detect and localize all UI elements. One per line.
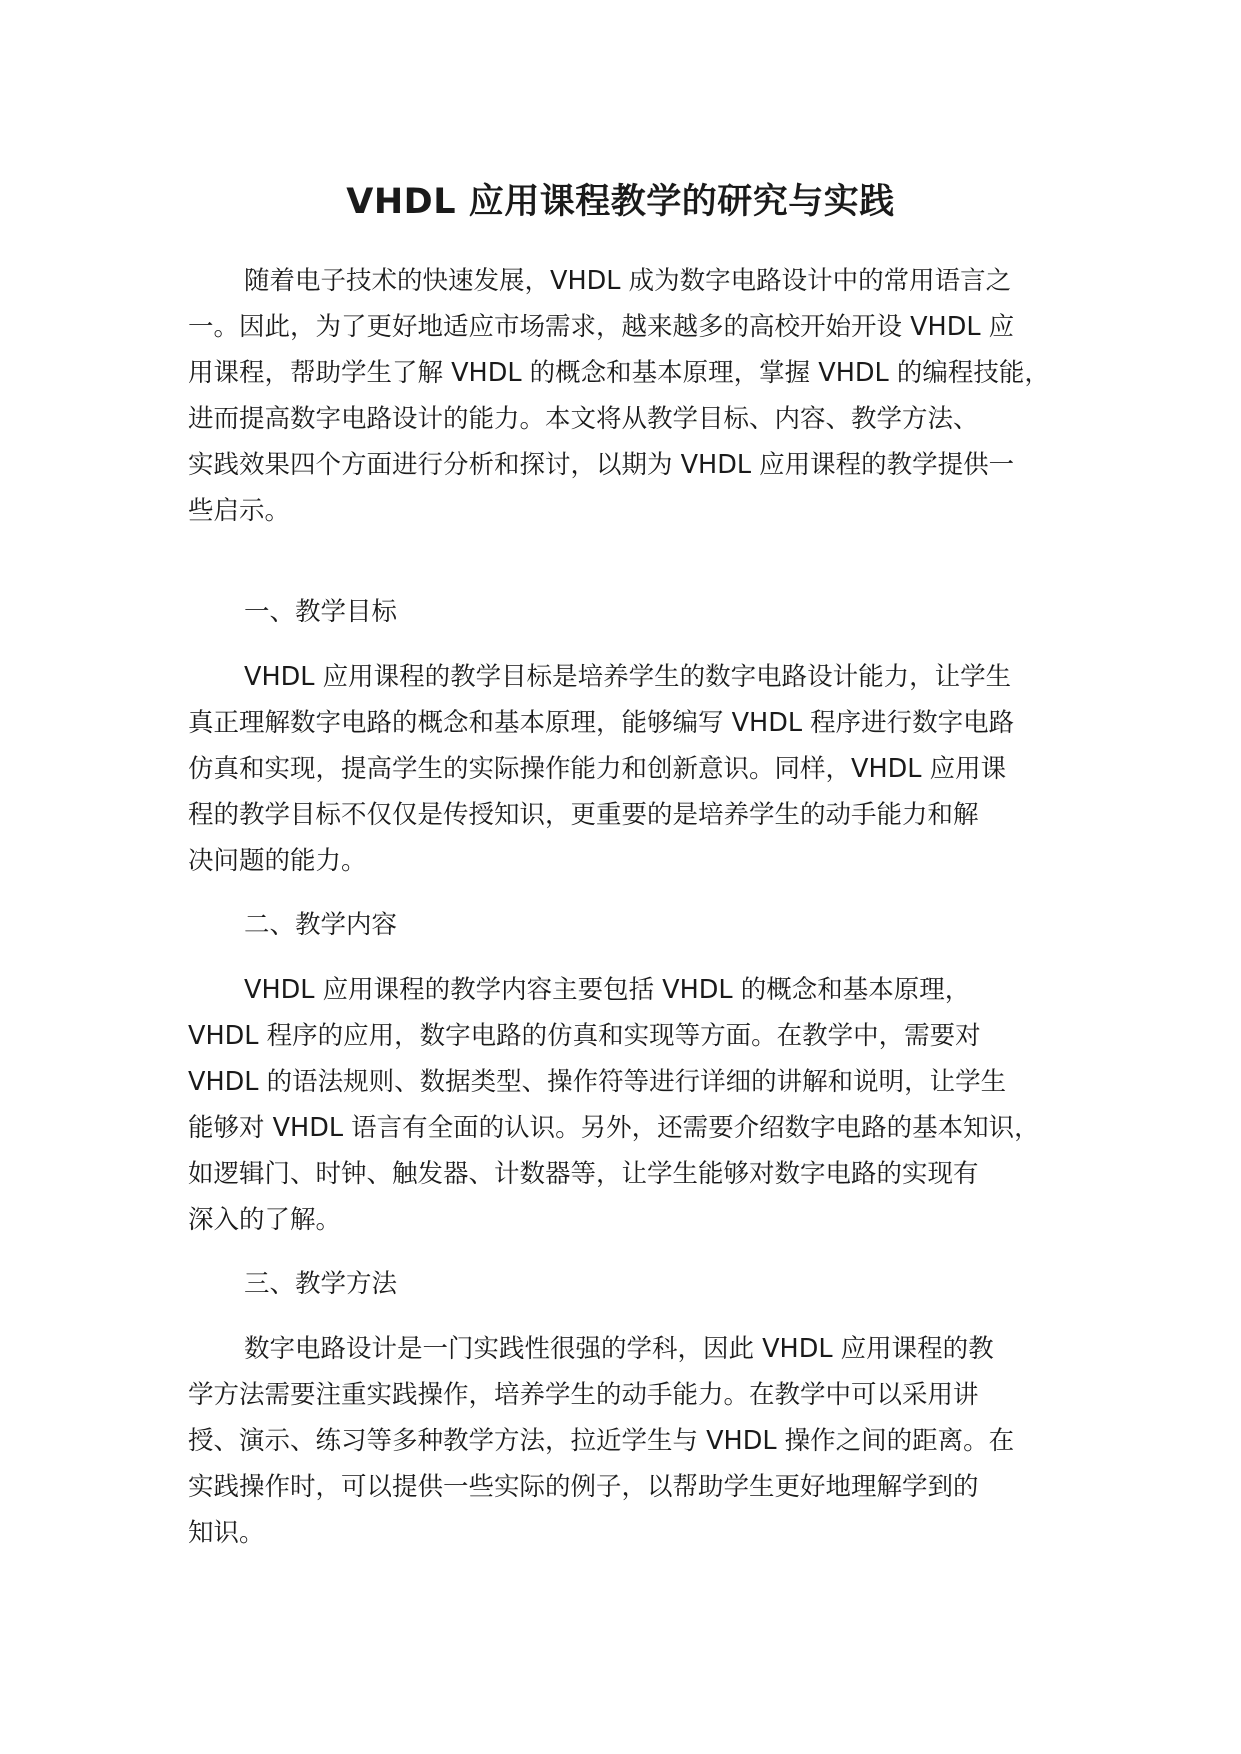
section-heading-content: 二、教学内容: [244, 910, 398, 940]
paragraph-line: 授、演示、练习等多种教学方法，拉近学生与 VHDL 操作之间的距离。在: [188, 1426, 1015, 1456]
paragraph-line: 真正理解数字电路的概念和基本原理，能够编写 VHDL 程序进行数字电路: [188, 708, 1015, 738]
paragraph-line: 能够对 VHDL 语言有全面的认识。另外，还需要介绍数字电路的基本知识，: [188, 1113, 1040, 1143]
section-heading-methods: 三、教学方法: [244, 1269, 398, 1299]
section-paragraph-content: [188, 967, 1088, 1243]
paragraph-line: 用课程，帮助学生了解 VHDL 的概念和基本原理，掌握 VHDL 的编程技能，: [188, 358, 1050, 388]
document-title: VHDL 应用课程教学的研究与实践: [346, 182, 895, 222]
paragraph-line: 数字电路设计是一门实践性很强的学科，因此 VHDL 应用课程的教: [244, 1334, 994, 1364]
section-paragraph-goals: [188, 654, 1088, 884]
paragraph-line: VHDL 应用课程的教学目标是培养学生的数字电路设计能力，让学生: [244, 662, 1012, 692]
paragraph-line: 学方法需要注重实践操作，培养学生的动手能力。在教学中可以采用讲: [188, 1380, 979, 1410]
paragraph-line: 如逻辑门、时钟、触发器、计数器等，让学生能够对数字电路的实现有: [188, 1159, 979, 1189]
paragraph-line: VHDL 的语法规则、数据类型、操作符等进行详细的讲解和说明，让学生: [188, 1067, 1007, 1097]
paragraph-line: 深入的了解。: [188, 1205, 342, 1235]
paragraph-line: VHDL 应用课程的教学内容主要包括 VHDL 的概念和基本原理，: [244, 975, 971, 1005]
paragraph-line: 决问题的能力。: [188, 846, 367, 876]
paragraph-line: 随着电子技术的快速发展，VHDL 成为数字电路设计中的常用语言之: [244, 266, 1012, 296]
section-heading-goals: 一、教学目标: [244, 597, 398, 627]
paragraph-line: 一。因此，为了更好地适应市场需求，越来越多的高校开始开设 VHDL 应: [188, 312, 1015, 342]
paragraph-line: 些启示。: [188, 496, 291, 526]
paragraph-line: 程的教学目标不仅仅是传授知识，更重要的是培养学生的动手能力和解: [188, 800, 979, 830]
paragraph-line: VHDL 程序的应用，数字电路的仿真和实现等方面。在教学中，需要对: [188, 1021, 981, 1051]
paragraph-line: 实践操作时，可以提供一些实际的例子，以帮助学生更好地理解学到的: [188, 1472, 979, 1502]
paragraph-line: 仿真和实现，提高学生的实际操作能力和创新意识。同样，VHDL 应用课: [188, 754, 1007, 784]
section-paragraph-methods: [188, 1326, 1088, 1556]
paragraph-line: 进而提高数字电路设计的能力。本文将从教学目标、内容、教学方法、: [188, 404, 979, 434]
intro-paragraph: [188, 258, 1088, 534]
paragraph-line: 实践效果四个方面进行分析和探讨，以期为 VHDL 应用课程的教学提供一: [188, 450, 1015, 480]
paragraph-line: 知识。: [188, 1518, 265, 1548]
